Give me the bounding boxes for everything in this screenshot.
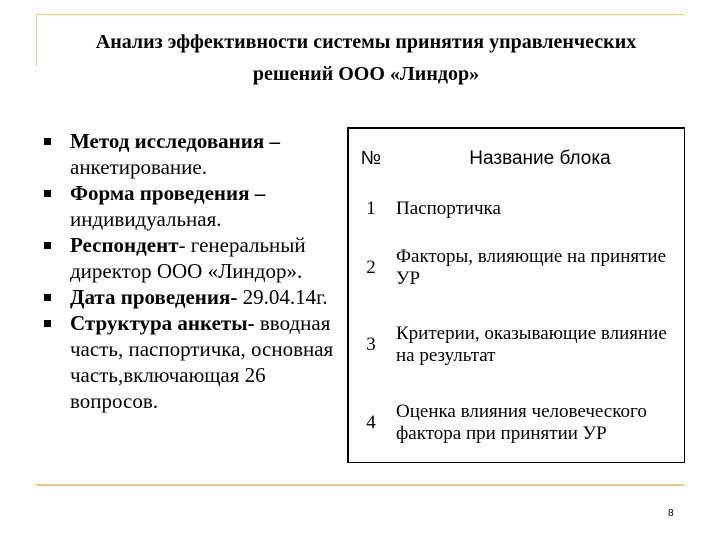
table-row: [348, 306, 685, 384]
bullet-item: [40, 128, 350, 180]
square-bullet-icon: [44, 242, 51, 249]
bullet-value: вводная часть, паспортичка, основная часть,включающая 26 вопросов.: [70, 311, 334, 413]
frame-left-line: [36, 14, 37, 66]
frame-top-line: [36, 14, 684, 15]
row-name: Факторы, влияющие на принятие УР: [396, 245, 667, 289]
bullet-label: Дата проведения-: [70, 285, 238, 309]
header-name: Название блока: [469, 148, 611, 169]
square-bullet-icon: [44, 138, 51, 145]
bullet-value: индивидуальная.: [70, 207, 222, 231]
bullet-label: Респондент: [70, 233, 179, 257]
bullet-item: [40, 310, 350, 414]
row-num: 1: [366, 198, 376, 220]
bullet-label: Метод исследования –: [70, 129, 280, 153]
bullet-item: [40, 284, 350, 310]
bullet-item: [40, 232, 350, 284]
bullet-item: [40, 180, 350, 232]
bullet-label: Форма проведения –: [70, 181, 266, 205]
page-number: 8: [668, 508, 674, 519]
slide-title: Анализ эффективности системы принятия управленческих решений ООО «Линдор»: [95, 31, 637, 85]
row-name: Критерии, оказывающие влияние на результат: [396, 323, 667, 367]
header-num: №: [360, 148, 382, 169]
blocks-table: [347, 127, 685, 463]
row-name: Оценка влияния человеческого фактора при принятии УР: [396, 400, 647, 444]
bullet-list: [40, 128, 350, 414]
row-name: Паспортичка: [396, 198, 501, 220]
table-header-row: [348, 128, 685, 191]
bullet-value: анкетирование.: [70, 155, 207, 179]
bullet-label: Структура анкеты-: [70, 311, 255, 335]
table-row: [348, 190, 685, 229]
row-num: 4: [366, 411, 376, 433]
table-row: [348, 229, 685, 307]
frame-bottom-line: [36, 484, 684, 486]
square-bullet-icon: [44, 320, 51, 327]
row-num: 3: [366, 334, 376, 356]
bullet-value: 29.04.14г.: [242, 285, 328, 309]
square-bullet-icon: [44, 294, 51, 301]
table-row: [348, 384, 685, 463]
square-bullet-icon: [44, 190, 51, 197]
bullet-value: - генеральный директор ООО «Линдор».: [70, 233, 306, 283]
row-num: 2: [366, 256, 376, 278]
